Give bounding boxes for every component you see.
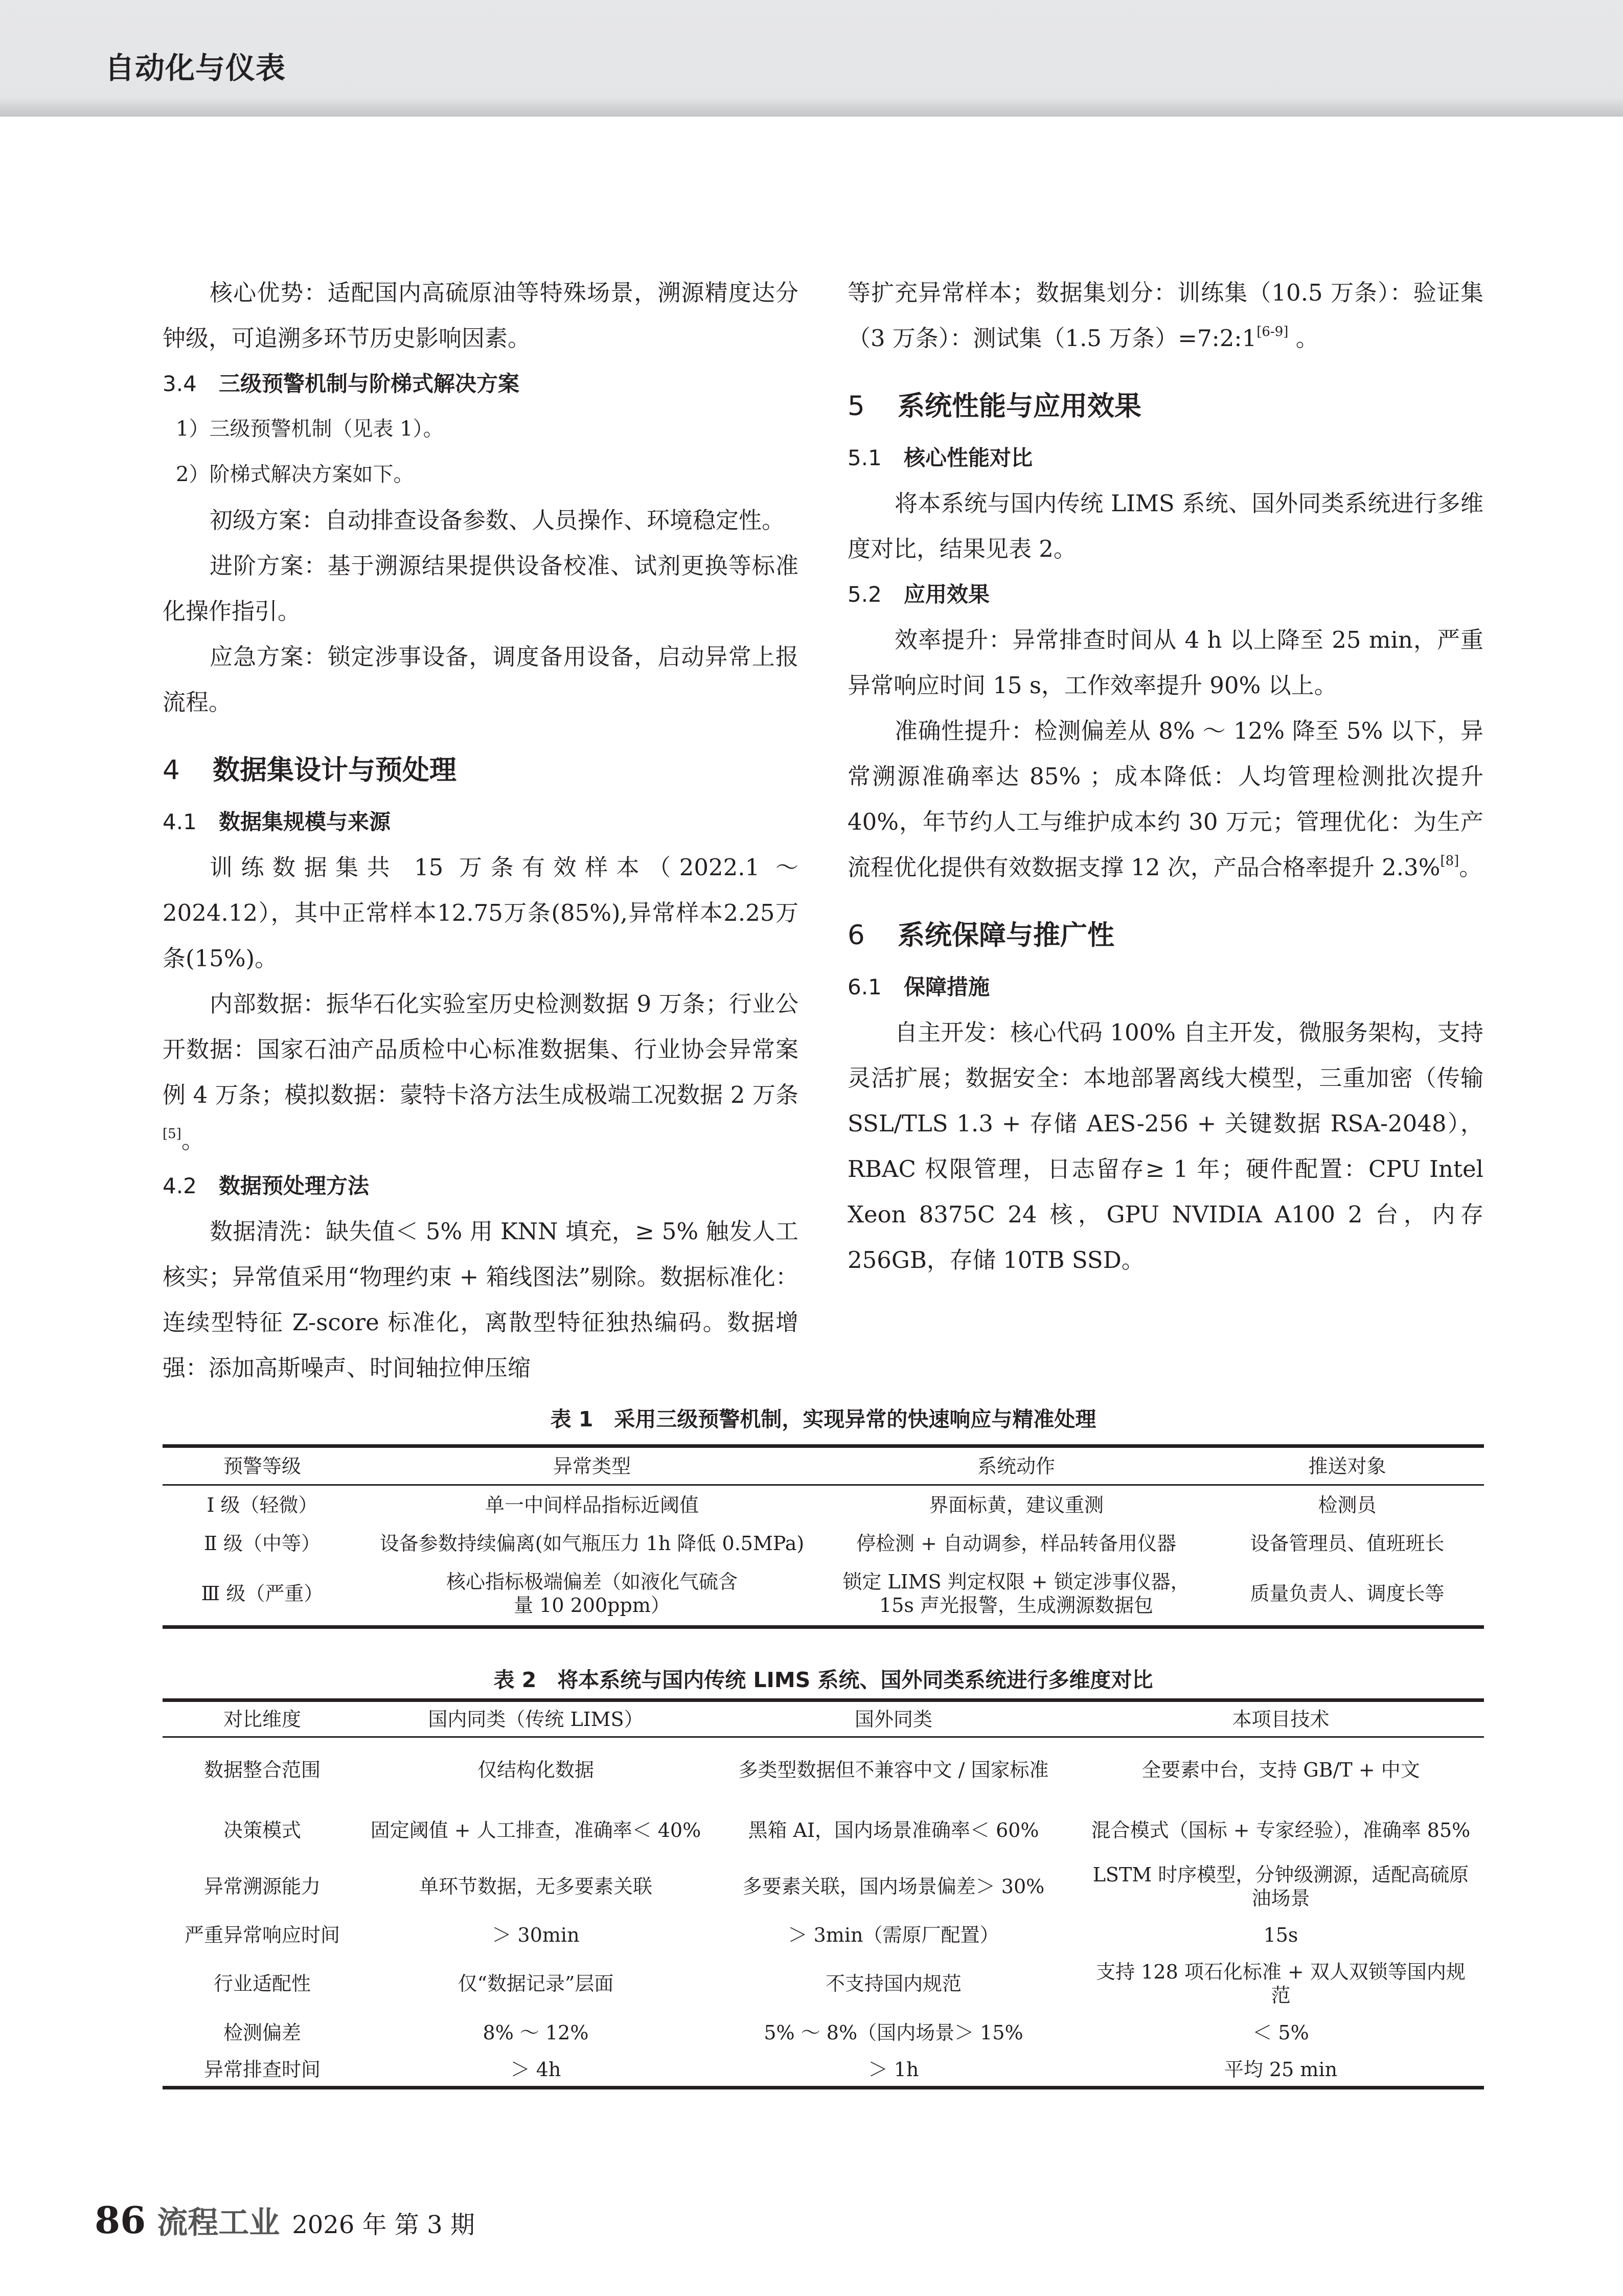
table-cell: 单环节数据，无多要素关联	[419, 1875, 652, 1898]
table-cell: 多类型数据但不兼容中文 / 国家标准	[738, 1759, 1049, 1782]
table-cell: 检测员	[1318, 1494, 1377, 1517]
paragraph: 数据清洗：缺失值＜ 5% 用 KNN 填充，≥ 5% 触发人工核实；异常值采用“物理约束 + 箱线图法”剔除。数据标准化：连续型特征 Z-score 标准化，离散型特征独热编码。数据增强：添加高斯噪声、时间轴拉伸压缩	[163, 1218, 798, 1381]
table1-caption: 表 1 采用三级预警机制，实现异常的快速响应与精准处理	[550, 1407, 1096, 1431]
table-cell: ＞ 3min（需原厂配置）	[788, 1923, 999, 1946]
table-cell: 决策模式	[223, 1818, 301, 1842]
left-column	[163, 270, 798, 1391]
heading-number: 6	[848, 920, 865, 951]
table-row	[163, 1915, 1484, 1955]
table2-comparison	[163, 1698, 1484, 2089]
table-row	[163, 1803, 1484, 1858]
paragraph: 应急方案：锁定涉事设备，调度备用设备，启动异常上报流程。	[163, 643, 798, 716]
table-cell: 全要素中台，支持 GB/T + 中文	[1141, 1759, 1420, 1782]
column-header: 对比维度	[163, 1700, 362, 1737]
column-header: 异常类型	[362, 1446, 822, 1485]
journal-header-band	[0, 0, 1623, 117]
subsection-heading-3-4	[163, 361, 798, 406]
heading-text: 三级预警机制与阶梯式解决方案	[219, 371, 520, 396]
column-header: 本项目技术	[1078, 1700, 1484, 1737]
paragraph: 将本系统与国内传统 LIMS 系统、国外同类系统进行多维度对比，结果见表 2。	[848, 490, 1483, 562]
journal-name: 流程工业	[157, 2205, 280, 2241]
paragraph: 训练数据集共 15 万条有效样本（2022.1 ～ 2024.12），其中正常样本12.75万条(85%),异常样本2.25万条(15%)。	[163, 854, 798, 972]
table-cell: 异常溯源能力	[203, 1875, 321, 1898]
heading-text: 应用效果	[904, 582, 990, 607]
table-header-row	[163, 1700, 1484, 1737]
paragraph: 自主开发：核心代码 100% 自主开发，微服务架构，支持灵活扩展；数据安全：本地部署离线大模型，三重加密（传输 SSL/TLS 1.3 + 存储 AES-256 + 关键数据 RSA-2048），RBAC 权限管理，日志留存≥ 1 年；硬件配置：CPU Intel Xeon 8375C 24 核，GPU NVIDIA A100 2 台，内存 256GB，存储 10TB SSD。	[848, 1019, 1483, 1274]
paragraph-end: 。	[1459, 854, 1482, 881]
heading-number: 3.4	[163, 371, 197, 396]
column-header: 预警等级	[163, 1446, 362, 1485]
table-cell: ＜ 5%	[1252, 2021, 1309, 2044]
table-cell: 平均 25 min	[1224, 2058, 1338, 2081]
paragraph-text: 准确性提升：检测偏差从 8% ～ 12% 降至 5% 以下，异常溯源准确率达 85% ；成本降低：人均管理检测批次提升 40%，年节约人工与维护成本约 30 万元；管理优化：为生产流程优化提供有效数据支撑 12 次，产品合格率提升 2.3%	[848, 717, 1483, 881]
subsection-heading-4-2	[163, 1163, 798, 1209]
table-cell: 设备参数持续偏离(如气瓶压力 1h 降低 0.5MPa)	[379, 1532, 805, 1555]
table-row	[163, 1955, 1484, 2012]
table-cell: 质量负责人、调度长等	[1250, 1582, 1445, 1605]
paragraph	[848, 270, 1483, 361]
table-cell: 5% ～ 8%（国内场景＞ 15%	[764, 2021, 1023, 2044]
table-cell: LSTM 时序模型，分钟级溯源，适配高硫原油场景	[1092, 1863, 1469, 1909]
table-cell: Ⅲ 级（严重）	[201, 1582, 324, 1605]
table-row	[163, 2012, 1484, 2053]
table-row	[163, 1562, 1484, 1627]
table-cell: ＞ 4h	[510, 2058, 561, 2081]
table-row	[163, 1737, 1484, 1803]
table-cell: 混合模式（国标 + 专家经验），准确率 85%	[1091, 1818, 1471, 1842]
heading-text: 数据集设计与预处理	[213, 755, 456, 786]
heading-text: 系统性能与应用效果	[898, 391, 1141, 422]
table-row	[163, 1485, 1484, 1525]
column-header: 国外同类	[710, 1700, 1078, 1737]
table-cell: 行业适配性	[213, 1972, 311, 1995]
heading-number: 5.1	[848, 445, 882, 470]
paragraph: 核心优势：适配国内高硫原油等特殊场景，溯源精度达分钟级，可追溯多环节历史影响因素。	[163, 279, 798, 352]
section-header-title: 自动化与仪表	[105, 51, 286, 85]
column-header: 系统动作	[822, 1446, 1210, 1485]
table-cell: 仅结构化数据	[477, 1759, 594, 1782]
table-cell: 异常排查时间	[203, 2058, 321, 2081]
subsection-heading-6-1	[848, 964, 1483, 1010]
paragraph: 进阶方案：基于溯源结果提供设备校准、试剂更换等标准化操作指引。	[163, 552, 798, 625]
table-cell: ＞ 30min	[492, 1923, 580, 1946]
citation: [8]	[1440, 853, 1459, 869]
table-cell: 停检测 + 自动调参，样品转备用仪器	[856, 1532, 1176, 1555]
list-item: 2）阶梯式解决方案如下。	[176, 463, 414, 486]
table-cell: 仅“数据记录”层面	[458, 1972, 614, 1995]
page-footer	[95, 2198, 475, 2242]
heading-text: 数据预处理方法	[219, 1173, 370, 1198]
table-cell: 界面标黄，建议重测	[928, 1494, 1104, 1517]
paragraph-text: 等扩充异常样本；数据集划分：训练集（10.5 万条）：验证集（3 万条）：测试集（1.5 万条）=7:2:1	[848, 279, 1483, 352]
heading-text: 系统保障与推广性	[898, 920, 1114, 951]
subsection-heading-5-2	[848, 572, 1483, 617]
paragraph: 效率提升：异常排查时间从 4 h 以上降至 25 min，严重异常响应时间 15 s，工作效率提升 90% 以上。	[848, 626, 1483, 699]
table-cell: Ⅰ 级（轻微）	[207, 1494, 318, 1517]
heading-number: 5.2	[848, 582, 882, 607]
issue-info: 2026 年 第 3 期	[292, 2211, 475, 2239]
table-cell: 不支持国内规范	[825, 1972, 962, 1995]
heading-number: 4.2	[163, 1173, 197, 1198]
table-cell: 8% ～ 12%	[483, 2021, 589, 2044]
paragraph: 初级方案：自动排查设备参数、人员操作、环境稳定性。	[210, 507, 785, 534]
table-cell: 设备管理员、值班班长	[1250, 1532, 1445, 1555]
table-cell: 检测偏差	[223, 2021, 301, 2044]
table-cell: ＞ 1h	[868, 2058, 919, 2081]
heading-text: 核心性能对比	[904, 445, 1033, 470]
heading-number: 4.1	[163, 809, 197, 834]
heading-number: 5	[848, 391, 865, 422]
section-heading-5	[848, 383, 1483, 429]
table-cell: 严重异常响应时间	[184, 1923, 340, 1946]
citation: [5]	[163, 1126, 181, 1142]
subsection-heading-4-1	[163, 799, 798, 845]
subsection-heading-5-1	[848, 435, 1483, 481]
table-cell: 锁定 LIMS 判定权限 + 锁定涉事仪器，15s 声光报警，生成溯源数据包	[842, 1570, 1190, 1617]
paragraph-end: 。	[1288, 325, 1319, 352]
heading-number: 4	[163, 755, 180, 786]
paragraph	[163, 981, 798, 1163]
page-number: 86	[95, 2198, 146, 2242]
paragraph	[848, 708, 1483, 890]
table1-warning-levels	[163, 1444, 1484, 1629]
table-cell: 固定阈值 + 人工排查，准确率＜ 40%	[370, 1818, 701, 1842]
table-header-row	[163, 1446, 1484, 1485]
list-item: 1）三级预警机制（见表 1）。	[176, 417, 444, 441]
table-cell: 单一中间样品指标近阈值	[485, 1494, 699, 1517]
table-cell: Ⅱ 级（中等）	[204, 1532, 321, 1555]
column-header: 推送对象	[1210, 1446, 1484, 1485]
section-heading-4	[163, 747, 798, 793]
table-cell: 15s	[1263, 1923, 1298, 1946]
table-cell: 核心指标极端偏差（如液化气硫含量 10 200ppm）	[446, 1570, 738, 1617]
heading-text: 数据集规模与来源	[219, 809, 391, 834]
right-column	[848, 270, 1483, 1283]
column-header: 国内同类（传统 LIMS）	[362, 1700, 710, 1737]
table-row	[163, 1525, 1484, 1562]
heading-number: 6.1	[848, 974, 882, 999]
table-cell: 支持 128 项石化标准 + 双人双锁等国内规范	[1096, 1960, 1466, 2007]
paragraph-end: 。	[181, 1127, 204, 1154]
table-row	[163, 1858, 1484, 1915]
table2-caption: 表 2 将本系统与国内传统 LIMS 系统、国外同类系统进行多维度对比	[493, 1668, 1153, 1692]
paragraph-text: 内部数据：振华石化实验室历史检测数据 9 万条；行业公开数据：国家石油产品质检中心标准数据集、行业协会异常案例 4 万条；模拟数据：蒙特卡洛方法生成极端工况数据 2 万条	[163, 990, 798, 1108]
table-cell: 数据整合范围	[203, 1759, 321, 1782]
table-cell: 多要素关联，国内场景偏差＞ 30%	[742, 1875, 1045, 1898]
table-cell: 黑箱 AI，国内场景准确率＜ 60%	[748, 1818, 1039, 1842]
citation: [6-9]	[1256, 324, 1289, 339]
table-row	[163, 2053, 1484, 2088]
heading-text: 保障措施	[904, 974, 990, 999]
section-heading-6	[848, 913, 1483, 958]
